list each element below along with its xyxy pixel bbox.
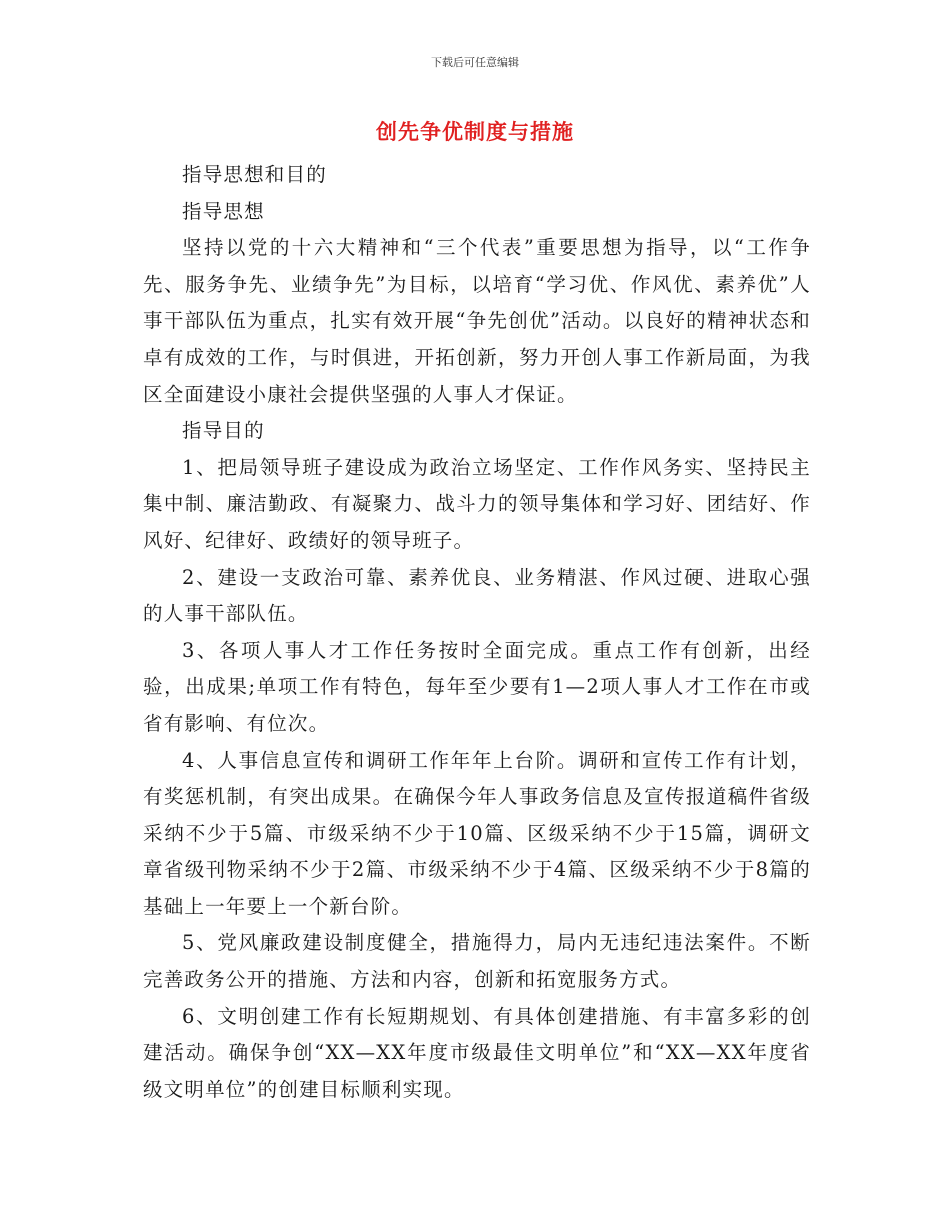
paragraph-item-3: 3、各项人事人才工作任务按时全面完成。重点工作有创新，出经验，出成果;单项工作有特色，每年至少要有1—2项人事人才工作在市或省有影响、有位次。 — [143, 638, 811, 735]
subheading-guiding-goal: 指导目的 — [182, 419, 265, 443]
subheading-guiding-thought: 指导思想 — [182, 199, 265, 223]
document-title: 创先争优制度与措施 — [376, 120, 574, 144]
section-heading-purpose: 指导思想和目的 — [182, 163, 327, 186]
paragraph-item-6: 6、文明创建工作有长短期规划、有具体创建措施、有丰富多彩的创建活动。确保争创“XX—XX年度市级最佳文明单位”和“XX—XX年度省级文明单位”的创建目标顺利实现。 — [143, 1004, 811, 1101]
paragraph-guiding-thought: 坚持以党的十六大精神和“三个代表”重要思想为指导，以“工作争先、服务争先、业绩争先”为目标，以培育“学习优、作风优、素养优”人事干部队伍为重点，扎实有效开展“争先创优”活动。以良好的精神状态和卓有成效的工作，与时俱进，开拓创新，努力开创人事工作新局面，为我区全面建设小康社会提供坚强的人事人才保证。 — [143, 236, 811, 406]
paragraph-item-4: 4、人事信息宣传和调研工作年年上台阶。调研和宣传工作有计划，有奖惩机制，有突出成果。在确保今年人事政务信息及宣传报道稿件省级采纳不少于5篇、市级采纳不少于10篇、区级采纳不少于15篇，调研文章省级刊物采纳不少于2篇、市级采纳不少于4篇、区级采纳不少于8篇的基础上一年要上一个新台阶。 — [143, 748, 811, 918]
paragraph-item-2: 2、建设一支政治可靠、素养优良、业务精湛、作风过硬、进取心强的人事干部队伍。 — [143, 565, 811, 626]
document-body — [143, 157, 811, 1108]
paragraph-item-5: 5、党风廉政建设制度健全，措施得力，局内无违纪违法案件。不断完善政务公开的措施、方法和内容，创新和拓宽服务方式。 — [143, 931, 811, 992]
paragraph-item-1: 1、把局领导班子建设成为政治立场坚定、工作作风务实、坚持民主集中制、廉洁勤政、有凝聚力、战斗力的领导集体和学习好、团结好、作风好、纪律好、政绩好的领导班子。 — [143, 455, 811, 552]
header-note: 下载后可任意编辑 — [431, 56, 519, 69]
